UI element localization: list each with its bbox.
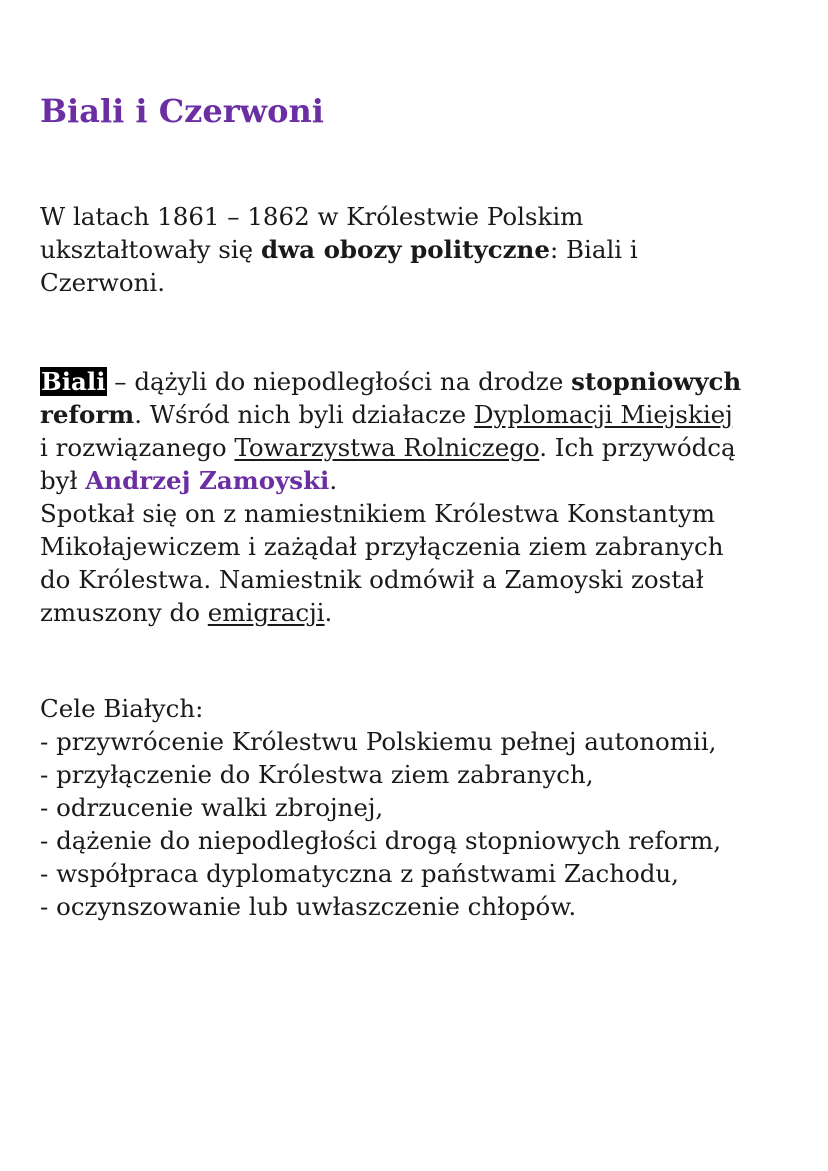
biali-line-2 <box>40 398 800 431</box>
intro-line-3: Czerwoni. <box>40 268 165 297</box>
biali-paragraph <box>40 365 800 629</box>
list-item: - przywrócenie Królestwu Polskiemu pełnej autonomii, <box>40 727 717 756</box>
intro-line-2 <box>40 233 800 266</box>
highlighted-term: Biali <box>41 367 106 396</box>
intro-line-1: W latach 1861 – 1862 w Królestwie Polskim <box>40 202 584 231</box>
biali-line-4 <box>40 464 800 497</box>
biali-line-8 <box>40 596 800 629</box>
biali-text: i rozwiązanego <box>40 433 235 462</box>
biali-text: – dążyli do niepodległości na drodze <box>106 367 572 396</box>
biali-text: . Ich przywódcą <box>539 433 736 462</box>
leader-name: Andrzej Zamoyski <box>85 466 330 495</box>
biali-text: był <box>40 466 86 495</box>
list-item: - przyłączenie do Królestwa ziem zabranych, <box>40 760 594 789</box>
underlined-term: Towarzystwa Rolniczego <box>234 433 540 462</box>
biali-text: . Wśród nich byli działacze <box>134 400 474 429</box>
biali-text: zmuszony do <box>40 598 208 627</box>
page-title: Biali i Czerwoni <box>40 92 324 130</box>
list-item: - dążenie do niepodległości drogą stopniowych reform, <box>40 826 722 855</box>
underlined-term: emigracji <box>207 598 325 627</box>
intro-text: ukształtowały się <box>40 235 261 264</box>
biali-line-7: do Królestwa. Namiestnik odmówił a Zamoyski został <box>40 565 704 594</box>
bold-term: reform <box>40 400 135 429</box>
list-item: - odrzucenie walki zbrojnej, <box>40 793 384 822</box>
bold-term: stopniowych <box>571 367 742 396</box>
intro-text: : Biali i <box>549 235 638 264</box>
biali-line-6: Mikołajewiczem i zażądał przyłączenia ziem zabranych <box>40 532 724 561</box>
goals-section <box>40 692 800 923</box>
biali-line-5: Spotkał się on z namiestnikiem Królestwa Konstantym <box>40 499 715 528</box>
underlined-term: Dyplomacji Miejskiej <box>473 400 733 429</box>
biali-text: . <box>324 598 333 627</box>
intro-paragraph <box>40 200 800 299</box>
list-item: - współpraca dyplomatyczna z państwami Zachodu, <box>40 859 679 888</box>
intro-bold-term: dwa obozy polityczne <box>260 235 550 264</box>
biali-text: . <box>329 466 338 495</box>
goals-heading: Cele Białych: <box>40 694 204 723</box>
list-item: - oczynszowanie lub uwłaszczenie chłopów. <box>40 892 577 921</box>
biali-line-1 <box>40 365 800 398</box>
biali-line-3 <box>40 431 800 464</box>
